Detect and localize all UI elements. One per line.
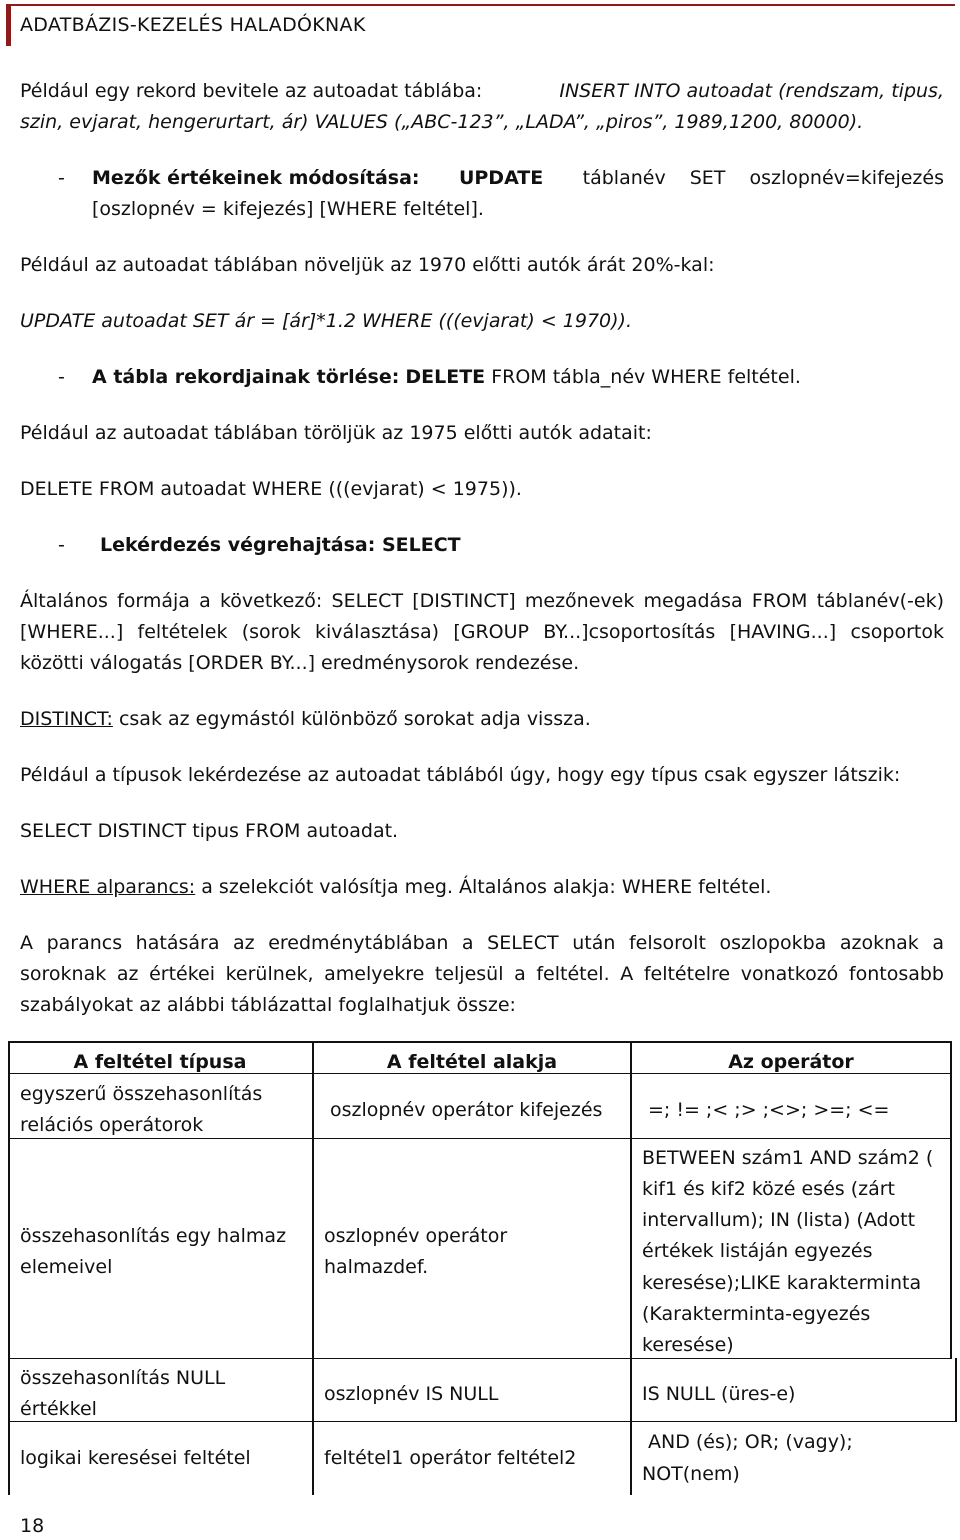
table-row2-type-line2: elemeivel (20, 1256, 113, 1278)
update-syntax-line2: [oszlopnév = kifejezés] [WHERE feltétel]. (92, 198, 484, 220)
table-row4-operator-line1: AND (és); OR; (vagy); (648, 1431, 853, 1453)
table-row2-operator-line5: keresése);LIKE karakterminta (642, 1272, 922, 1294)
condition-table (8, 1041, 952, 1495)
table-header-form: A feltétel alakja (386, 1051, 558, 1073)
update-example-text: Például az autoadat táblában növeljük az 1970 előtti autók árát 20%-kal: (20, 254, 715, 276)
table-border-left (8, 1041, 10, 1495)
select-para-line1: A parancs hatására az eredménytáblában a SELECT után felsorolt oszlopokba azoknak a (20, 932, 944, 954)
table-border-right-upper (950, 1041, 952, 1358)
where-text: a szelekciót valósítja meg. Általános alakja: WHERE feltétel. (201, 876, 772, 898)
table-row3-type-line1: összehasonlítás NULL (20, 1367, 226, 1389)
table-border-row2 (8, 1358, 952, 1359)
table-border-col2 (630, 1041, 632, 1495)
insert-example-line1 (20, 80, 944, 102)
table-row2-form-line2: halmazdef. (324, 1256, 429, 1278)
delete-example-code: DELETE FROM autoadat WHERE (((evjarat) < 1975)). (20, 478, 522, 500)
table-row3-operator: IS NULL (üres-e) (642, 1383, 796, 1405)
update-label: Mezők értékeinek módosítása: (92, 167, 420, 189)
table-row2-operator-line6: (Karakterminta-egyezés (642, 1303, 871, 1325)
table-row2-form-line1: oszlopnév operátor (324, 1225, 508, 1247)
update-heading (92, 167, 944, 189)
table-row2-operator-line4: értékek listáján egyezés (642, 1240, 873, 1262)
table-row3-type-line2: értékkel (20, 1398, 97, 1420)
select-example-code: SELECT DISTINCT tipus FROM autoadat. (20, 820, 399, 842)
table-row4-form: feltétel1 operátor feltétel2 (324, 1447, 577, 1469)
table-border-right-null (955, 1358, 957, 1422)
table-row2-operator-line2: kif1 és kif2 közé esés (zárt (642, 1178, 895, 1200)
table-row3-form: oszlopnév IS NULL (324, 1383, 499, 1405)
table-row1-operator: =; != ;< ;> ;<>; >=; <= (648, 1099, 890, 1121)
select-general-line1: Általános formája a következő: SELECT [DISTINCT] mezőnevek megadása FROM táblanév(-ek) (20, 590, 944, 612)
table-row1-type-line2: relációs operátorok (20, 1114, 204, 1136)
delete-label: A tábla rekordjainak törlése: (92, 366, 400, 388)
update-keyword: UPDATE (458, 167, 544, 189)
delete-example-text: Például az autoadat táblában töröljük az 1975 előtti autók adatait: (20, 422, 652, 444)
insert-intro-text: Például egy rekord bevitele az autoadat táblába: (20, 80, 483, 102)
select-heading: Lekérdezés végrehajtása: SELECT (100, 534, 461, 556)
update-bullet-dash: - (58, 167, 65, 189)
distinct-label: DISTINCT: (20, 708, 113, 730)
table-row1-type-line1: egyszerű összehasonlítás (20, 1083, 263, 1105)
page-header-title: ADATBÁZIS-KEZELÉS HALADÓKNAK (20, 14, 366, 36)
delete-heading (92, 366, 801, 388)
select-general-line3: közötti válogatás [ORDER BY...] eredménysorok rendezése. (20, 652, 580, 674)
table-row1-form: oszlopnév operátor kifejezés (330, 1099, 603, 1121)
table-header-operator: Az operátor (728, 1051, 854, 1073)
where-label: WHERE alparancs: (20, 876, 196, 898)
select-example-text: Például a típusok lekérdezése az autoadat táblából úgy, hogy egy típus csak egyszer látszik: (20, 764, 901, 786)
table-row2-operator-line3: intervallum); IN (lista) (Adott (642, 1209, 916, 1231)
delete-bullet-dash: - (58, 366, 65, 388)
insert-code-line2: szin, evjarat, hengerurtart, ár) VALUES („ABC-123”, „LADA”, „piros”, 1989,1200, 80000). (20, 111, 864, 133)
select-bullet-dash: - (58, 534, 65, 556)
table-row4-operator-line2: NOT(nem) (642, 1463, 740, 1485)
page-number: 18 (20, 1515, 45, 1537)
table-row2-operator-line1: BETWEEN szám1 AND szám2 ( (642, 1147, 934, 1169)
table-border-col1 (312, 1041, 314, 1495)
table-border-row3 (8, 1421, 957, 1422)
delete-keyword: DELETE (405, 366, 486, 388)
distinct-line (20, 708, 591, 730)
table-header-type: A feltétel típusa (73, 1051, 247, 1073)
where-line (20, 876, 771, 898)
table-row2-type-line1: összehasonlítás egy halmaz (20, 1225, 287, 1247)
select-para-line3: szabályokat az alábbi táblázattal foglalhatjuk össze: (20, 994, 516, 1016)
table-border-top (8, 1041, 952, 1043)
table-row2-operator-line7: keresése) (642, 1334, 734, 1356)
select-para-line2: soroknak az értékei kerülnek, amelyekre teljesül a feltétel. A feltételre vonatkozó fontosabb (20, 963, 944, 985)
update-syntax-rest: táblanév SET oszlopnév=kifejezés (582, 167, 944, 189)
insert-code-start: INSERT INTO autoadat (rendszam, tipus, (559, 80, 944, 102)
table-row4-type: logikai keresései feltétel (20, 1447, 251, 1469)
distinct-text: csak az egymástól különböző sorokat adja vissza. (118, 708, 591, 730)
delete-syntax-rest: FROM tábla_név WHERE feltétel. (491, 366, 801, 388)
update-example-code: UPDATE autoadat SET ár = [ár]*1.2 WHERE (((evjarat) < 1970)). (20, 310, 633, 332)
select-general-line2: [WHERE...] feltételek (sorok kiválasztása) [GROUP BY...]csoportosítás [HAVING...] csoportok (20, 621, 944, 643)
